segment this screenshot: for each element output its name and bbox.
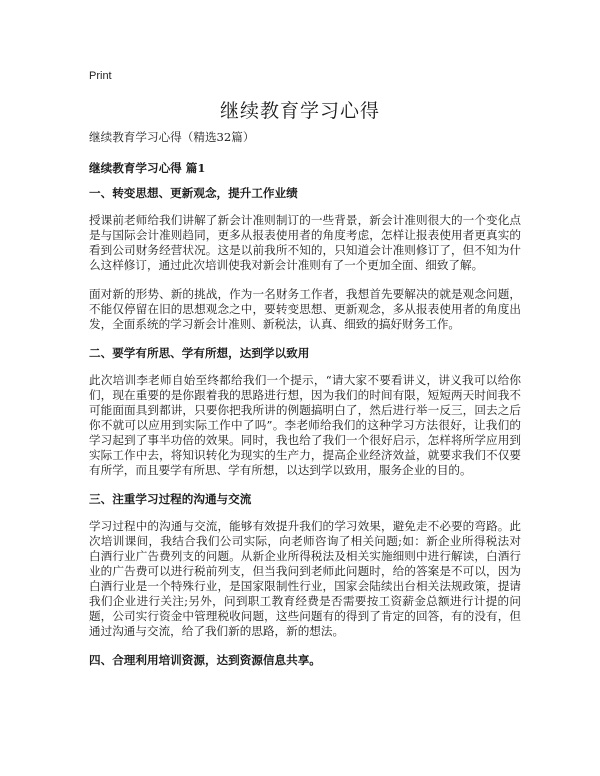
section-title: 继续教育学习心得 篇1 [89,161,206,175]
paragraph-4: 学习过程中的沟通与交流，能够有效提升我们的学习效果，避免走不必要的弯路。此次培训课间，我结合我们公司实际，向老师咨询了相关问题;如：新企业所得税法对白酒行业广告费列支的问题。从新企业所得税法及相关实施细则中进行解读，白酒行业的广告费可以进行税前列支，但当我问到老师此问题时，给的答案是不可以，因为白酒行业是一个特殊行业，是国家限制性行业，国家会陆续出台相关法规政策，提请我们企业进行关注;另外，问到职工教育经费是否需要按工资薪金总额进行计提的问题，公司实行资金中管理税收问题，这些问题有的得到了肯定的回答，有的没有，但通过沟通与交流，给了我们新的思路，新的想法。 [89,519,521,638]
document-title: 继续教育学习心得 [219,100,380,122]
document-body [89,130,521,680]
section-heading-2: 二、要学有所思、学有所想，达到学以致用 [89,346,310,360]
document-subtitle: 继续教育学习心得（精选32篇） [89,130,255,144]
paragraph-2: 面对新的形势、新的挑战，作为一名财务工作者，我想首先要解决的就是观念问题，不能仅停留在旧的思想观念之中，要转变思想、更新观念，多从报表使用者的角度出发，全面系统的学习新会计准则、新税法，认真、细致的搞好财务工作。 [89,287,521,331]
section-heading-1: 一、转变思想、更新观念，提升工作业绩 [89,186,298,200]
paragraph-3: 此次培训李老师自始至终都给我们一个提示，“请大家不要看讲义，讲义我可以给你们，现在重要的是你跟着我的思路进行想，因为我们的时间有限，短短两天时间我不可能面面具到都讲，只要你把我所讲的例题搞明白了，然后进行举一反三，回去之后你不就可以应用到实际工作中了吗”。李老师给我们的这种学习方法很好，让我们的学习起到了事半功倍的效果。同时，我也给了我们一个很好启示，怎样将所学应用到实际工作中去，将知识转化为现实的生产力，提高企业经济效益，就要求我们不仅要有所学，而且要学有所思、学有所想，以达到学以致用，服务企业的目的。 [89,373,521,477]
print-link[interactable]: Print [89,70,112,82]
paragraph-1: 授课前老师给我们讲解了新会计准则制订的一些背景，新会计准则很大的一个变化点是与国际会计准则趋同，更多从报表使用者的角度考虑，怎样让报表使用者更真实的看到公司财务经营状况。这是以前我所不知的，只知道会计准则修订了，但不知为什么这样修订，通过此次培训使我对新会计准则有了一个更加全面、细致了解。 [89,213,521,272]
section-heading-3: 三、注重学习过程的沟通与交流 [89,492,252,506]
section-heading-4: 四、合理利用培训资源，达到资源信息共享。 [89,653,321,667]
